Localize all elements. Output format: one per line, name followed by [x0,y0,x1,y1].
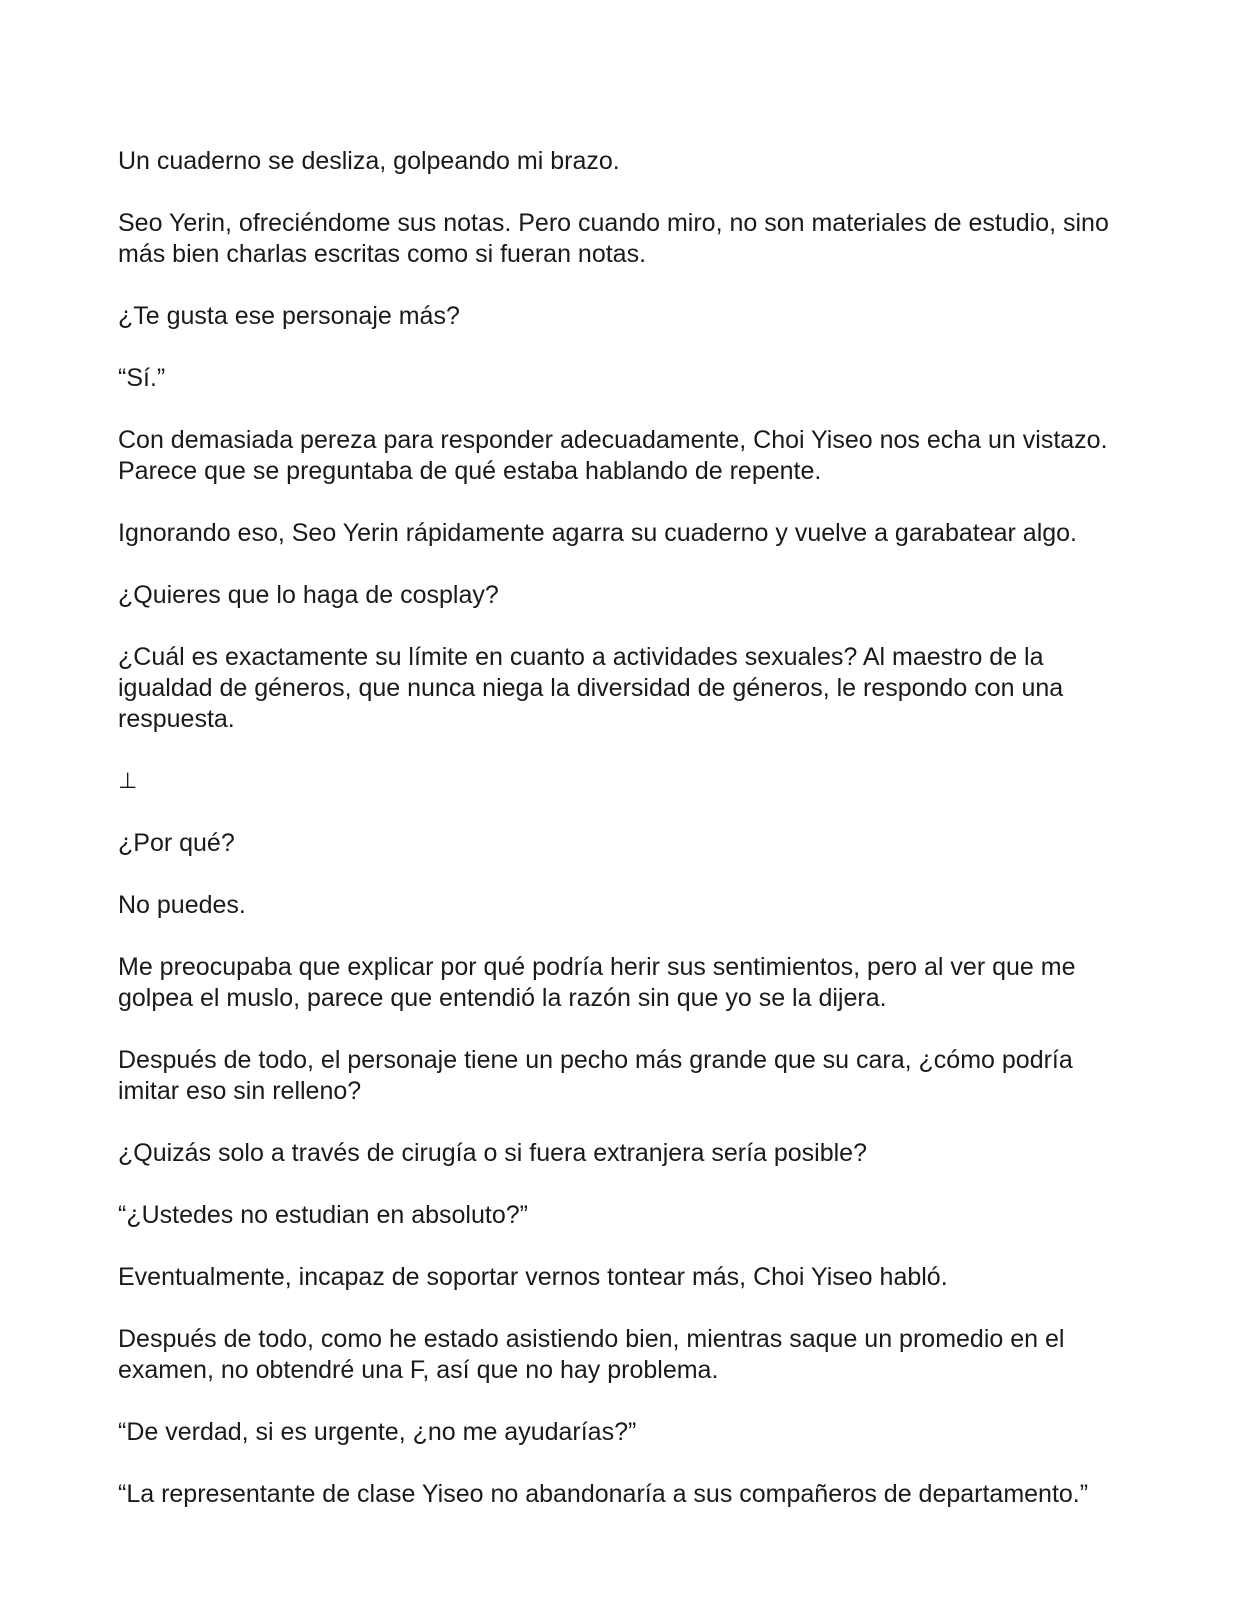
paragraph: Eventualmente, incapaz de soportar vernos tontear más, Choi Yiseo habló. [118,1263,948,1291]
paragraph: No puedes. [118,891,246,919]
paragraph: ¿Quizás solo a través de cirugía o si fuera extranjera sería posible? [118,1139,867,1167]
paragraph: “La representante de clase Yiseo no abandonaría a sus compañeros de departamento.” [118,1480,1089,1508]
up-tack-symbol: ⊥ [118,769,138,794]
paragraph: “¿Ustedes no estudian en absoluto?” [118,1201,528,1229]
paragraph: ¿Cuál es exactamente su límite en cuanto a actividades sexuales? Al maestro de la igualdad de géneros, que nunca niega la diversidad de géneros, le respondo con una respuesta. [118,643,1064,733]
paragraph: Después de todo, como he estado asistiendo bien, mientras saque un promedio en el examen, no obtendré una F, así que no hay problema. [118,1325,1065,1384]
paragraph: ¿Por qué? [118,829,235,857]
paragraph: Después de todo, el personaje tiene un pecho más grande que su cara, ¿cómo podría imitar eso sin relleno? [118,1046,1073,1105]
document-body [118,146,1128,1541]
paragraph: Seo Yerin, ofreciéndome sus notas. Pero cuando miro, no son materiales de estudio, sino más bien charlas escritas como si fueran notas. [118,209,1109,268]
paragraph: Ignorando eso, Seo Yerin rápidamente agarra su cuaderno y vuelve a garabatear algo. [118,519,1077,547]
paragraph: Un cuaderno se desliza, golpeando mi brazo. [118,147,620,175]
paragraph: ¿Te gusta ese personaje más? [118,302,460,330]
paragraph: “De verdad, si es urgente, ¿no me ayudarías?” [118,1418,637,1446]
paragraph: Con demasiada pereza para responder adecuadamente, Choi Yiseo nos echa un vistazo. Parece que se preguntaba de qué estaba hablando de repente. [118,426,1108,485]
paragraph: Me preocupaba que explicar por qué podría herir sus sentimientos, pero al ver que me golpea el muslo, parece que entendió la razón sin que yo se la dijera. [118,953,1076,1012]
paragraph: ¿Quieres que lo haga de cosplay? [118,581,499,609]
paragraph: “Sí.” [118,364,166,392]
